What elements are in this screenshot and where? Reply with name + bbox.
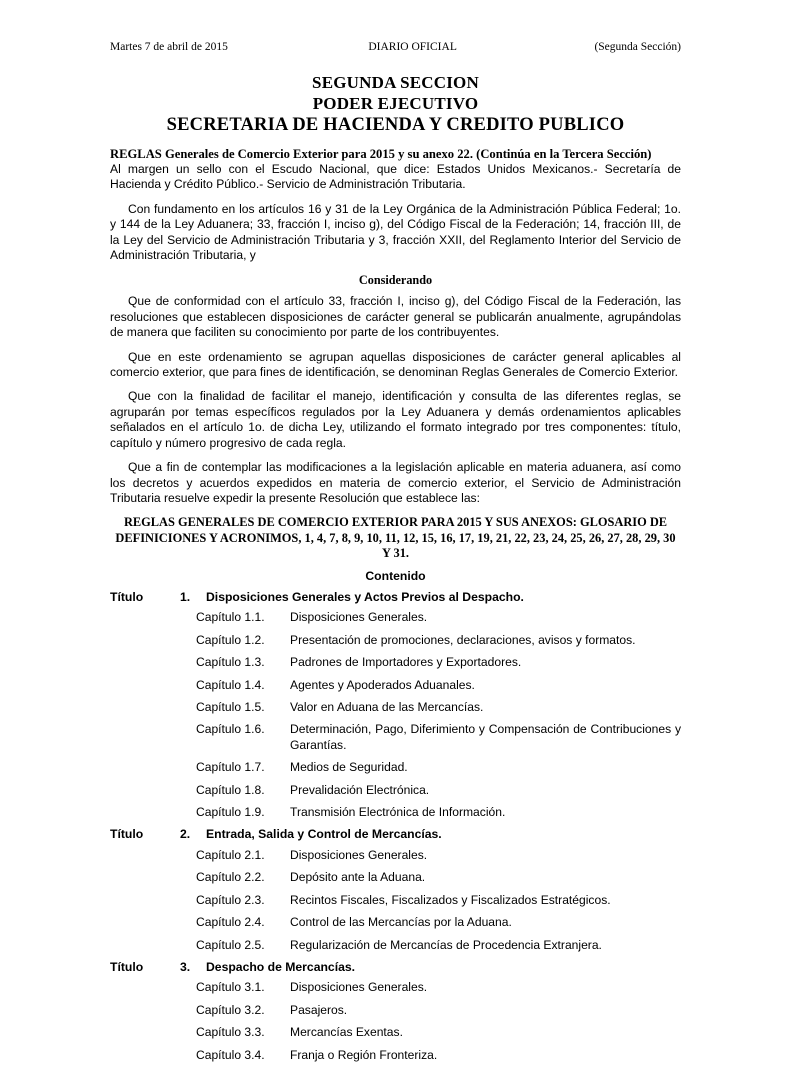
- toc-capitulo-label: Prevalidación Electrónica.: [290, 782, 430, 797]
- toc-capitulo-number: Capítulo 3.1.: [196, 980, 265, 995]
- paragraph-considerando-1: Que de conformidad con el artículo 33, fracción I, inciso g), del Código Fiscal de la Federación, las resoluciones que establecen disposiciones de carácter general se publicarán anualmente, agrupándolas de manera que faciliten su conocimiento por parte de los contribuyentes.: [110, 294, 681, 340]
- toc-titulo-number: 3.: [180, 959, 191, 974]
- masthead-section-title: SEGUNDA SECCION: [312, 73, 479, 92]
- toc-capitulo-row[interactable]: [110, 1003, 681, 1018]
- toc-capitulo-number: Capítulo 1.6.: [196, 722, 265, 737]
- masthead: [110, 72, 681, 137]
- toc-titulo-row[interactable]: [110, 827, 681, 843]
- toc-capitulo-number: Capítulo 1.3.: [196, 655, 265, 670]
- toc-capitulo-row[interactable]: [110, 760, 681, 775]
- page-content: [110, 40, 681, 1070]
- masthead-branch-title: PODER EJECUTIVO: [312, 94, 479, 113]
- toc-capitulo-number: Capítulo 1.8.: [196, 782, 265, 797]
- reglas-generales-heading: REGLAS GENERALES DE COMERCIO EXTERIOR PARA 2015 Y SUS ANEXOS: GLOSARIO DE DEFINICIONES Y ACRONIMOS, 1, 4, 7, 8, 9, 10, 11, 12, 15, 16, 17, 19, 21, 22, 23, 24, 25, 26, 27, 28, 29, 30 Y 31.: [115, 515, 676, 561]
- toc-capitulo-number: Capítulo 2.5.: [196, 937, 265, 952]
- running-head-publication: DIARIO OFICIAL: [368, 41, 457, 53]
- toc-titulo-word: Título: [110, 959, 144, 974]
- toc-capitulo-label: Valor en Aduana de las Mercancías.: [290, 699, 484, 714]
- toc-titulo-word: Título: [110, 589, 144, 604]
- table-of-contents: [110, 590, 681, 1063]
- toc-capitulo-row[interactable]: [110, 678, 681, 693]
- toc-capitulo-label: Disposiciones Generales.: [290, 980, 428, 995]
- paragraph-considerando-2: Que en este ordenamiento se agrupan aquellas disposiciones de carácter general aplicables al comercio exterior, que para fines de identificación, se denominan Reglas Generales de Comercio Exterior.: [110, 349, 681, 380]
- toc-capitulo-label: Regularización de Mercancías de Procedencia Extranjera.: [290, 937, 602, 952]
- toc-capitulo-row[interactable]: [110, 655, 681, 670]
- toc-capitulo-number: Capítulo 3.3.: [196, 1025, 265, 1040]
- toc-capitulo-row[interactable]: [110, 938, 681, 953]
- toc-titulo-word: Título: [110, 827, 144, 842]
- toc-capitulo-number: Capítulo 2.2.: [196, 870, 265, 885]
- running-head-date: Martes 7 de abril de 2015: [110, 41, 228, 53]
- toc-capitulo-label: Mercancías Exentas.: [290, 1025, 403, 1040]
- toc-capitulo-number: Capítulo 1.1.: [196, 610, 265, 625]
- toc-capitulo-label: Control de las Mercancías por la Aduana.: [290, 915, 512, 930]
- toc-capitulo-label: Padrones de Importadores y Exportadores.: [290, 655, 522, 670]
- toc-titulo-row[interactable]: [110, 590, 681, 606]
- toc-titulo-label: Entrada, Salida y Control de Mercancías.: [206, 827, 442, 842]
- paragraph-legal-basis: Con fundamento en los artículos 16 y 31 de la Ley Orgánica de la Administración Pública Federal; 1o. y 144 de la Ley Aduanera; 33, fracción I, inciso g), del Código Fiscal de la Federación; 14, fracción III, de la Ley del Servicio de Administración Tributaria y 3, fracción XXII, del Reglamento Interior del Servicio de Administración Tributaria, y: [110, 201, 681, 263]
- toc-capitulo-label: Transmisión Electrónica de Información.: [290, 804, 506, 819]
- toc-capitulo-number: Capítulo 1.4.: [196, 677, 265, 692]
- toc-capitulo-label: Disposiciones Generales.: [290, 847, 428, 862]
- toc-capitulo-label: Recintos Fiscales, Fiscalizados y Fiscalizados Estratégicos.: [290, 892, 611, 907]
- toc-capitulo-row[interactable]: [110, 848, 681, 863]
- toc-capitulo-number: Capítulo 3.4.: [196, 1047, 265, 1062]
- toc-titulo-row[interactable]: [110, 960, 681, 976]
- running-head-section: (Segunda Sección): [594, 41, 681, 53]
- contenido-heading: Contenido: [365, 568, 426, 583]
- toc-capitulo-row[interactable]: [110, 915, 681, 930]
- toc-titulo-label: Disposiciones Generales y Actos Previos al Despacho.: [206, 589, 524, 604]
- running-head: [110, 40, 681, 54]
- toc-capitulo-number: Capítulo 2.4.: [196, 915, 265, 930]
- toc-capitulo-number: Capítulo 3.2.: [196, 1002, 265, 1017]
- toc-capitulo-number: Capítulo 1.2.: [196, 632, 265, 647]
- toc-capitulo-label: Disposiciones Generales.: [290, 610, 428, 625]
- toc-capitulo-number: Capítulo 1.9.: [196, 804, 265, 819]
- toc-capitulo-row[interactable]: [110, 1048, 681, 1063]
- toc-capitulo-number: Capítulo 2.3.: [196, 892, 265, 907]
- toc-titulo-number: 1.: [180, 589, 191, 604]
- toc-capitulo-number: Capítulo 1.5.: [196, 699, 265, 714]
- toc-capitulo-label: Determinación, Pago, Diferimiento y Compensación de Contribuciones y Garantías.: [290, 722, 681, 752]
- document-lead-line: REGLAS Generales de Comercio Exterior para 2015 y su anexo 22. (Continúa en la Tercera Sección): [110, 147, 652, 161]
- masthead-ministry-title: SECRETARIA DE HACIENDA Y CREDITO PUBLICO: [166, 115, 625, 135]
- toc-capitulo-row[interactable]: [110, 783, 681, 798]
- considerando-heading: Considerando: [358, 273, 433, 288]
- toc-capitulo-label: Depósito ante la Aduana.: [290, 870, 426, 885]
- toc-capitulo-number: Capítulo 2.1.: [196, 847, 265, 862]
- toc-capitulo-number: Capítulo 1.7.: [196, 760, 265, 775]
- toc-capitulo-row[interactable]: [110, 610, 681, 625]
- toc-capitulo-label: Medios de Seguridad.: [290, 760, 408, 775]
- toc-capitulo-label: Pasajeros.: [290, 1002, 348, 1017]
- toc-capitulo-row[interactable]: [110, 980, 681, 995]
- toc-capitulo-row[interactable]: [110, 805, 681, 820]
- toc-capitulo-row[interactable]: [110, 1025, 681, 1040]
- paragraph-considerando-4: Que a fin de contemplar las modificaciones a la legislación aplicable en materia aduanera, así como los decretos y acuerdos expedidos en materia de comercio exterior, el Servicio de Administración Tributaria resuelve expedir la presente Resolución que establece las:: [110, 460, 681, 505]
- toc-capitulo-row[interactable]: [110, 633, 681, 648]
- toc-titulo-label: Despacho de Mercancías.: [206, 959, 356, 974]
- toc-capitulo-row[interactable]: [110, 700, 681, 715]
- paragraph-considerando-3: Que con la finalidad de facilitar el manejo, identificación y consulta de las diferentes reglas, se agruparán por temas específicos regulados por la Ley Aduanera y demás ordenamientos aplicables señalados en el artículo 1o. de dicha Ley, utilizando el formato integrado por tres componentes: título, capítulo y número progresivo de cada regla.: [110, 389, 681, 450]
- toc-capitulo-label: Presentación de promociones, declaraciones, avisos y formatos.: [290, 632, 636, 647]
- toc-titulo-number: 2.: [180, 827, 191, 842]
- toc-capitulo-label: Agentes y Apoderados Aduanales.: [290, 677, 475, 692]
- toc-capitulo-row[interactable]: [110, 722, 681, 753]
- toc-capitulo-row[interactable]: [110, 870, 681, 885]
- toc-capitulo-row[interactable]: [110, 893, 681, 908]
- toc-capitulo-label: Franja o Región Fronteriza.: [290, 1047, 438, 1062]
- paragraph-seal: Al margen un sello con el Escudo Nacional, que dice: Estados Unidos Mexicanos.- Secretaría de Hacienda y Crédito Público.- Servicio de Administración Tributaria.: [110, 162, 681, 192]
